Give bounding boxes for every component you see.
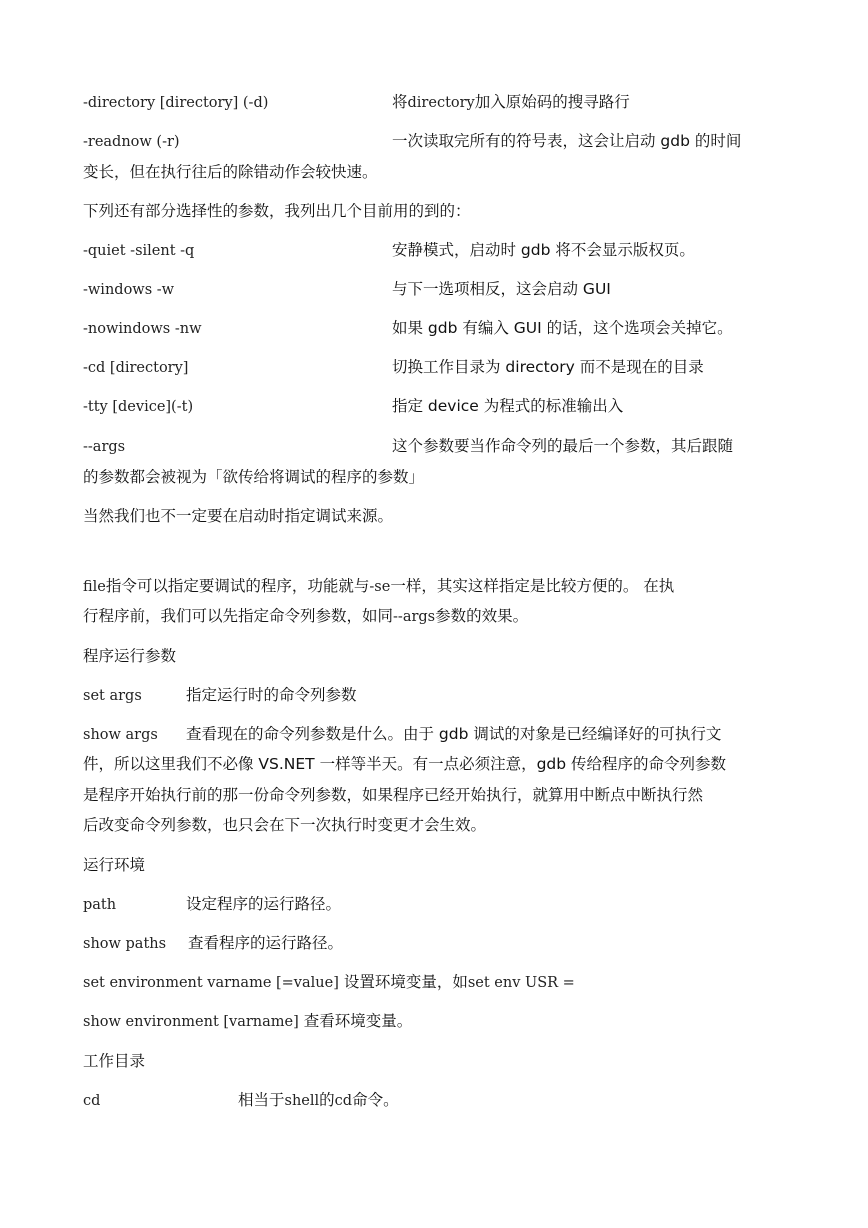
option-tty bbox=[83, 395, 793, 418]
option-desc: 切换工作目录为 directory 而不是现在的目录 bbox=[392, 358, 704, 376]
file-command-line-1: file指令可以指定要调试的程序，功能就与-se一样，其实这样指定是比较方便的。 在执 bbox=[83, 577, 675, 595]
cmd-name: show args bbox=[83, 727, 158, 743]
option-cd bbox=[83, 356, 793, 379]
option-args-continued: 的参数都会被视为「欲传给将调试的程序的参数」 bbox=[83, 468, 425, 486]
cmd-set-args bbox=[83, 684, 793, 707]
option-flag: -tty [device](-t) bbox=[83, 399, 194, 415]
cmd-name: show environment [varname] bbox=[83, 1014, 299, 1030]
section-heading-cwd: 工作目录 bbox=[83, 1052, 146, 1070]
option-desc: 与下一选项相反，这会启动 GUI bbox=[392, 280, 611, 298]
cmd-show-environment bbox=[83, 1010, 793, 1033]
cmd-example: set env USR = bbox=[467, 975, 575, 991]
cmd-desc: 查看现在的命令列参数是什么。由于 gdb 调试的对象是已经编译好的可执行文 bbox=[186, 725, 722, 743]
option-flag: -windows -w bbox=[83, 282, 175, 298]
show-args-desc-line-3: 是程序开始执行前的那一份命令列参数，如果程序已经开始执行，就算用中断点中断执行然 bbox=[83, 786, 704, 804]
section-heading-env: 运行环境 bbox=[83, 856, 146, 874]
cmd-desc: 设置环境变量，如 bbox=[343, 973, 468, 991]
option-windows bbox=[83, 278, 793, 301]
cmd-set-environment bbox=[83, 971, 793, 994]
note-source: 当然我们也不一定要在启动时指定调试来源。 bbox=[83, 507, 394, 525]
cmd-name: set args bbox=[83, 688, 142, 704]
cmd-path bbox=[83, 893, 793, 916]
option-desc: 指定 device 为程式的标准输出入 bbox=[392, 397, 624, 415]
option-desc: 如果 gdb 有编入 GUI 的话，这个选项会关掉它。 bbox=[392, 319, 733, 337]
intro-optional-params: 下列还有部分选择性的参数，我列出几个目前用的到的： bbox=[83, 202, 471, 220]
option-flag: -cd [directory] bbox=[83, 360, 189, 376]
option-args bbox=[83, 435, 793, 458]
option-desc: 这个参数要当作命令列的最后一个参数，其后跟随 bbox=[392, 437, 734, 455]
option-desc: 安静模式，启动时 gdb 将不会显示版权页。 bbox=[392, 241, 695, 259]
option-quiet bbox=[83, 239, 793, 262]
cmd-cd bbox=[83, 1089, 793, 1112]
option-directory bbox=[83, 91, 793, 114]
cmd-name: show paths bbox=[83, 936, 167, 952]
cmd-desc: 相当于shell的cd命令。 bbox=[238, 1091, 399, 1109]
option-readnow bbox=[83, 130, 793, 153]
option-flag: --args bbox=[83, 439, 126, 455]
cmd-show-paths bbox=[83, 932, 793, 955]
cmd-name: path bbox=[83, 897, 117, 913]
cmd-desc: 查看程序的运行路径。 bbox=[188, 934, 344, 952]
show-args-desc-line-4: 后改变命令列参数，也只会在下一次执行时变更才会生效。 bbox=[83, 816, 487, 834]
section-heading-run-args: 程序运行参数 bbox=[83, 647, 177, 665]
cmd-desc: 指定运行时的命令列参数 bbox=[186, 686, 357, 704]
option-flag: -directory [directory] (-d) bbox=[83, 95, 269, 111]
file-command-line-2: 行程序前，我们可以先指定命令列参数，如同--args参数的效果。 bbox=[83, 607, 529, 625]
option-desc: 一次读取完所有的符号表，这会让启动 gdb 的时间 bbox=[392, 132, 742, 150]
show-args-desc-line-2: 件，所以这里我们不必像 VS.NET 一样等半天。有一点必须注意，gdb 传给程序的命令列参数 bbox=[83, 755, 727, 773]
cmd-desc: 设定程序的运行路径。 bbox=[186, 895, 342, 913]
cmd-name: set environment varname [=value] bbox=[83, 975, 339, 991]
cmd-name: cd bbox=[83, 1093, 101, 1109]
option-readnow-continued: 变长，但在执行往后的除错动作会较快速。 bbox=[83, 163, 378, 181]
cmd-show-args bbox=[83, 723, 793, 746]
option-flag: -quiet -silent -q bbox=[83, 243, 195, 259]
option-flag: -nowindows -nw bbox=[83, 321, 202, 337]
option-desc: 将directory加入原始码的搜寻路行 bbox=[392, 93, 630, 111]
cmd-desc: 查看环境变量。 bbox=[303, 1012, 413, 1030]
option-nowindows bbox=[83, 317, 793, 340]
option-flag: -readnow (-r) bbox=[83, 134, 180, 150]
